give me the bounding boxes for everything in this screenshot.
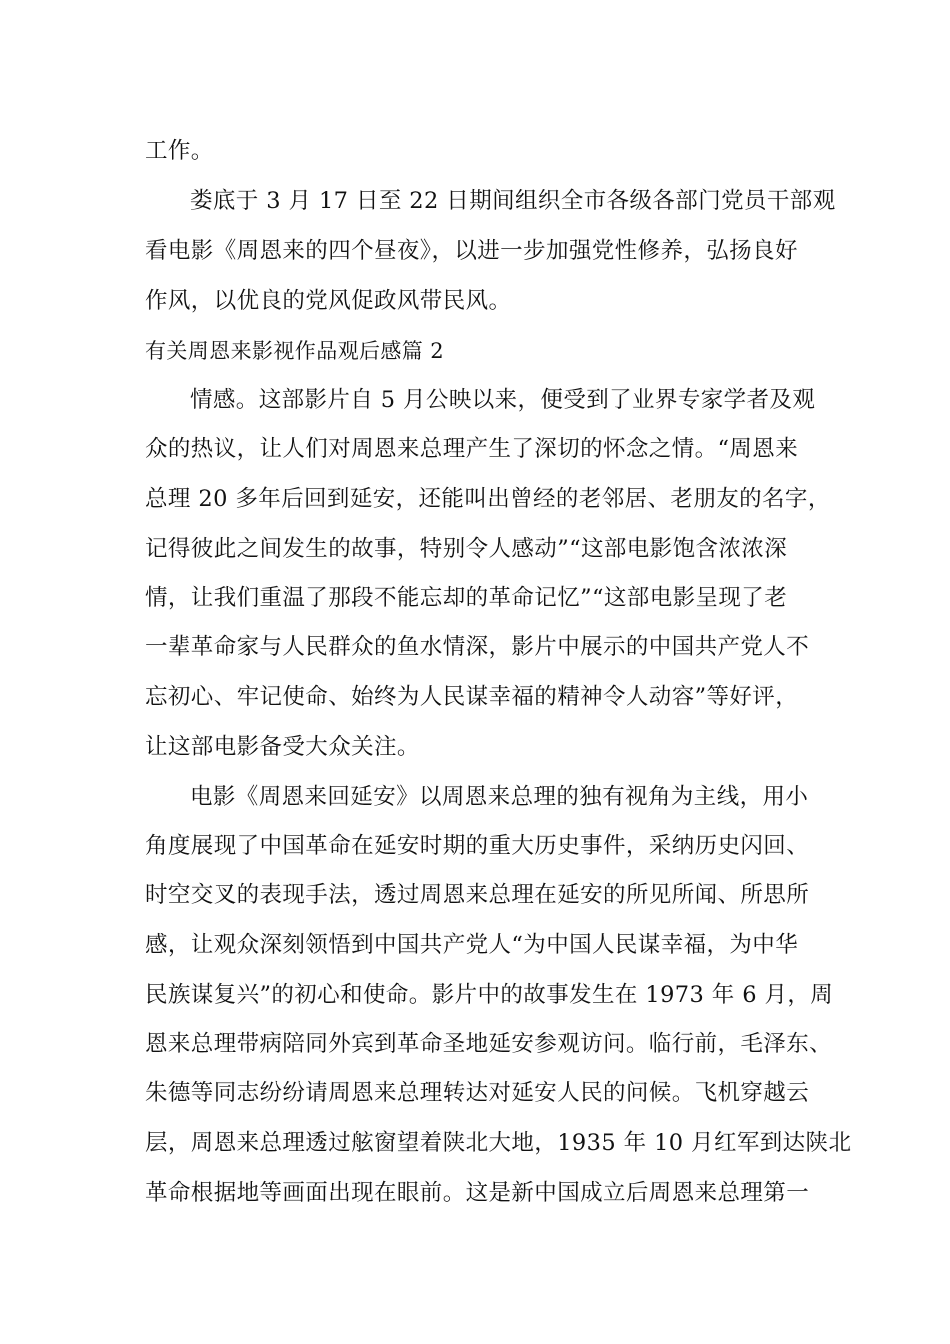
text-line: 一辈革命家与人民群众的鱼水情深，影片中展示的中国共产党人不 <box>145 634 810 660</box>
text-line: 民族谋复兴”的初心和使命。影片中的故事发生在 1973 年 6 月，周 <box>145 982 834 1008</box>
text-line: 总理 20 多年后回到延安，还能叫出曾经的老邻居、老朋友的名字， <box>145 486 831 512</box>
text-line: 看电影《周恩来的四个昼夜》，以进一步加强党性修养，弘扬良好 <box>145 238 798 264</box>
text-line: 电影《周恩来回延安》以周恩来总理的独有视角为主线，用小 <box>190 784 809 810</box>
text-line: 感，让观众深刻领悟到中国共产党人“为中国人民谋幸福，为中华 <box>145 932 799 958</box>
text-line: 情感。这部影片自 5 月公映以来，便受到了业界专家学者及观 <box>190 387 816 413</box>
text-line: 层，周恩来总理透过舷窗望着陕北大地，1935 年 10 月红军到达陕北 <box>145 1130 852 1156</box>
text-line: 情，让我们重温了那段不能忘却的革命记忆”“这部电影呈现了老 <box>145 585 788 611</box>
text-line: 朱德等同志纷纷请周恩来总理转达对延安人民的问候。飞机穿越云 <box>145 1080 810 1106</box>
text-line: 革命根据地等画面出现在眼前。这是新中国成立后周恩来总理第一 <box>145 1180 810 1206</box>
text-line: 娄底于 3 月 17 日至 22 日期间组织全市各级各部门党员干部观 <box>190 188 836 214</box>
text-line: 众的热议，让人们对周恩来总理产生了深切的怀念之情。“周恩来 <box>145 436 799 462</box>
text-line: 忘初心、牢记使命、始终为人民谋幸福的精神令人动容”等好评， <box>145 684 799 710</box>
section-heading: 有关周恩来影视作品观后感篇 2 <box>145 339 445 363</box>
text-line: 让这部电影备受大众关注。 <box>145 734 420 760</box>
text-line: 工作。 <box>145 138 214 164</box>
text-line: 恩来总理带病陪同外宾到革命圣地延安参观访问。临行前，毛泽东、 <box>145 1031 833 1057</box>
text-line: 记得彼此之间发生的故事，特别令人感动”“这部电影饱含浓浓深 <box>145 536 788 562</box>
text-line: 时空交叉的表现手法，透过周恩来总理在延安的所见所闻、所思所 <box>145 882 810 908</box>
text-line: 作风，以优良的党风促政风带民风。 <box>145 288 512 314</box>
text-line: 角度展现了中国革命在延安时期的重大历史事件，采纳历史闪回、 <box>145 833 810 859</box>
